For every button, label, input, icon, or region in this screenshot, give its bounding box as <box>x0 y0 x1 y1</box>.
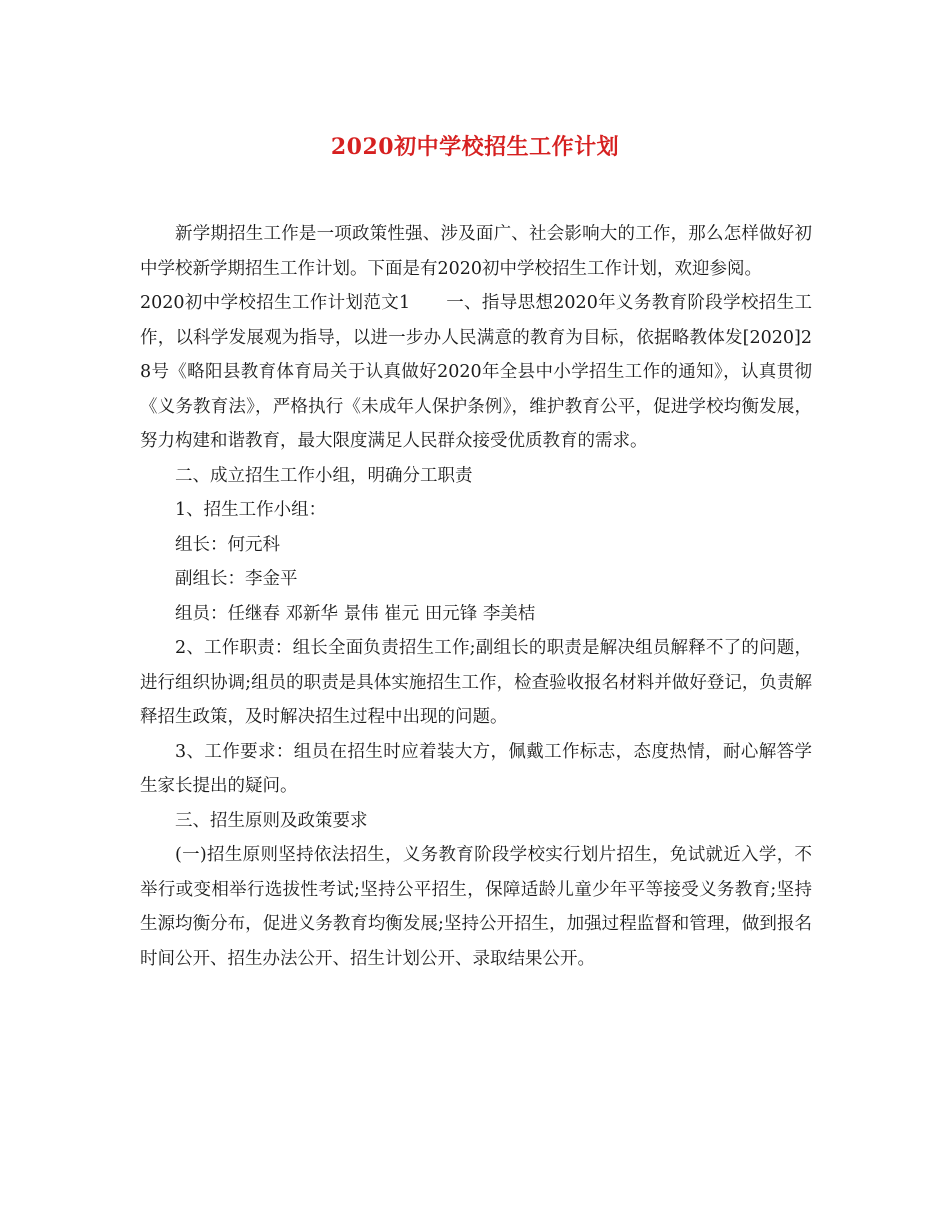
page-title: 2020初中学校招生工作计划 <box>330 134 620 160</box>
paragraph-team-members: 组员：任继春 邓新华 景伟 崔元 田元锋 李美桔 <box>175 603 536 624</box>
paragraph-team-heading: 1、招生工作小组： <box>175 500 327 520</box>
document-body <box>140 217 812 976</box>
paragraph-section-3-heading: 三、招生原则及政策要求 <box>175 810 368 831</box>
paragraph-team-leader: 组长：何元科 <box>175 534 280 555</box>
paragraph-requirements: 3、工作要求：组员在招生时应着装大方，佩戴工作标志，态度热情，耐心解答学生家长提出的疑问。 <box>140 741 812 796</box>
paragraph-section-2-heading: 二、成立招生工作小组，明确分工职责 <box>175 465 473 486</box>
paragraph-enrollment-principles: (一)招生原则坚持依法招生，义务教育阶段学校实行划片招生，免试就近入学，不举行或变相举行选拔性考试;坚持公平招生，保障适龄儿童少年平等接受义务教育;坚持生源均衡分布，促进义务教育均衡发展;坚持公开招生，加强过程监督和管理，做到报名时间公开、招生办法公开、招生计划公开、录取结果公开。 <box>140 845 812 969</box>
paragraph-deputy-leader: 副组长：李金平 <box>175 569 298 589</box>
paragraph-duties: 2、工作职责：组长全面负责招生工作;副组长的职责是解决组员解释不了的问题，进行组织协调;组员的职责是具体实施招生工作，检查验收报名材料并做好登记，负责解释招生政策，及时解决招生过程中出现的问题。 <box>140 638 812 727</box>
paragraph-intro: 新学期招生工作是一项政策性强、涉及面广、社会影响大的工作，那么怎样做好初中学校新学期招生工作计划。下面是有2020初中学校招生工作计划，欢迎参阅。 <box>140 224 812 279</box>
paragraph-guiding-principle: 2020初中学校招生工作计划范文1 一、指导思想2020年义务教育阶段学校招生工作，以科学发展观为指导，以进一步办人民满意的教育为目标，依据略教体发[2020]28号《略阳县教育体育局关于认真做好2020年全县中小学招生工作的通知》，认真贯彻《义务教育法》，严格执行《未成年人保护条例》，维护教育公平，促进学校均衡发展，努力构建和谐教育，最大限度满足人民群众接受优质教育的需求。 <box>140 293 812 451</box>
